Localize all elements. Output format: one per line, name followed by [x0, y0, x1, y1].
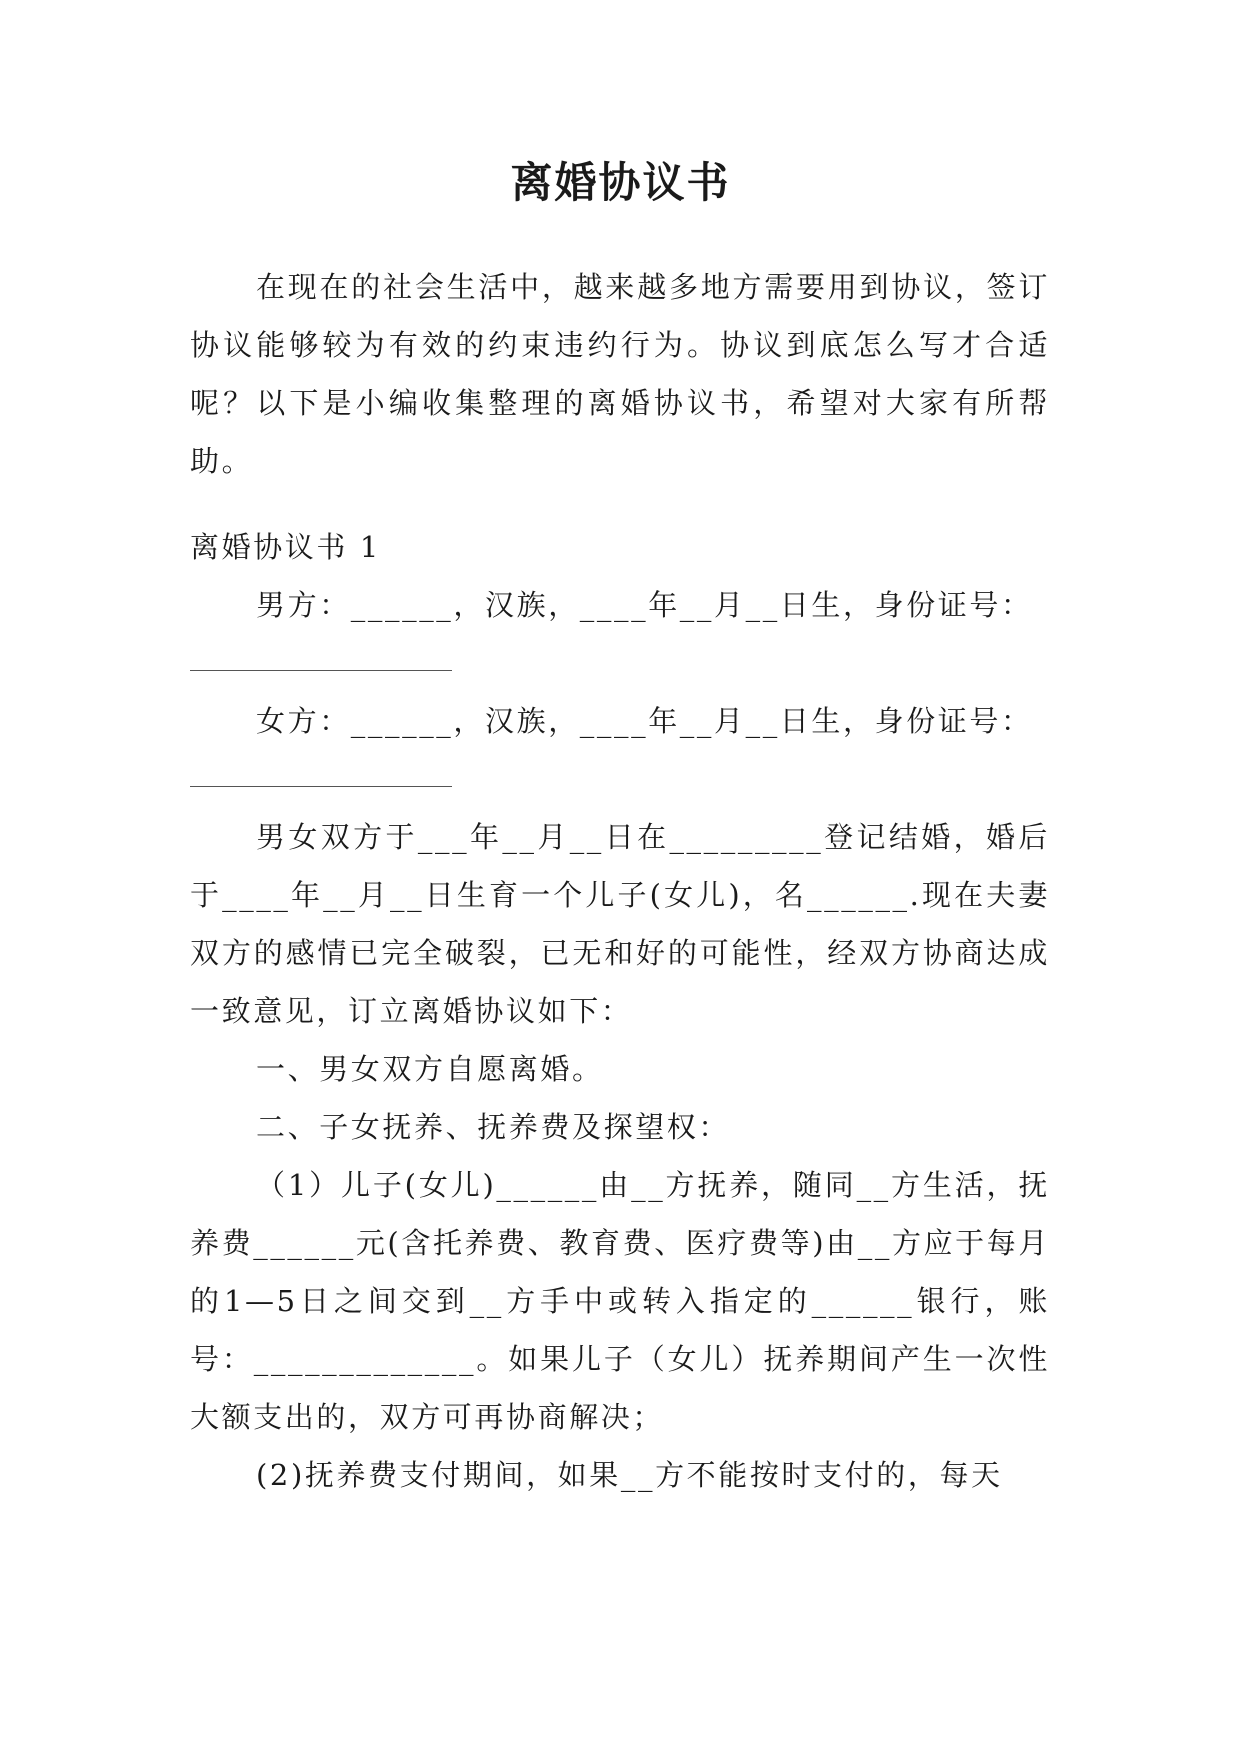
clause-two-item-two: (2)抚养费支付期间，如果__方不能按时支付的，每天 — [256, 1458, 1003, 1492]
clause-two-item-one: （1）儿子(女儿)______由__方抚养，随同__方生活，抚养费______元(含托养费、教育费、医疗费等)由__方应于每月的1—5日之间交到__方手中或转入指定的______银行，账号：_____________。如果儿子（女儿）抚养期间产生一次性大额支出的，双方可再协商解决； — [190, 1168, 1050, 1434]
female-id-blank — [190, 750, 1050, 808]
agreement-section — [190, 518, 1050, 1504]
marriage-paragraph: 男女双方于___年__月__日在_________登记结婚，婚后于____年__月__日生育一个儿子(女儿)，名______.现在夫妻双方的感情已完全破裂，已无和好的可能性，经双方协商达成一致意见，订立离婚协议如下： — [190, 820, 1050, 1028]
section-heading: 离婚协议书 1 — [190, 530, 381, 564]
clause-one: 一、男女双方自愿离婚。 — [256, 1052, 604, 1086]
document-title: 离婚协议书 — [510, 158, 731, 207]
female-party-line: 女方：______，汉族，____年__月__日生，身份证号： — [256, 704, 1033, 738]
intro-paragraph: 在现在的社会生活中，越来越多地方需要用到协议，签订协议能够较为有效的约束违约行为。协议到底怎么写才合适呢？以下是小编收集整理的离婚协议书，希望对大家有所帮助。 — [190, 270, 1050, 478]
male-party-line: 男方：______，汉族，____年__月__日生，身份证号： — [256, 588, 1033, 622]
clause-two: 二、子女抚养、抚养费及探望权： — [256, 1110, 731, 1144]
male-id-blank — [190, 634, 1050, 692]
intro-section — [190, 258, 1050, 490]
